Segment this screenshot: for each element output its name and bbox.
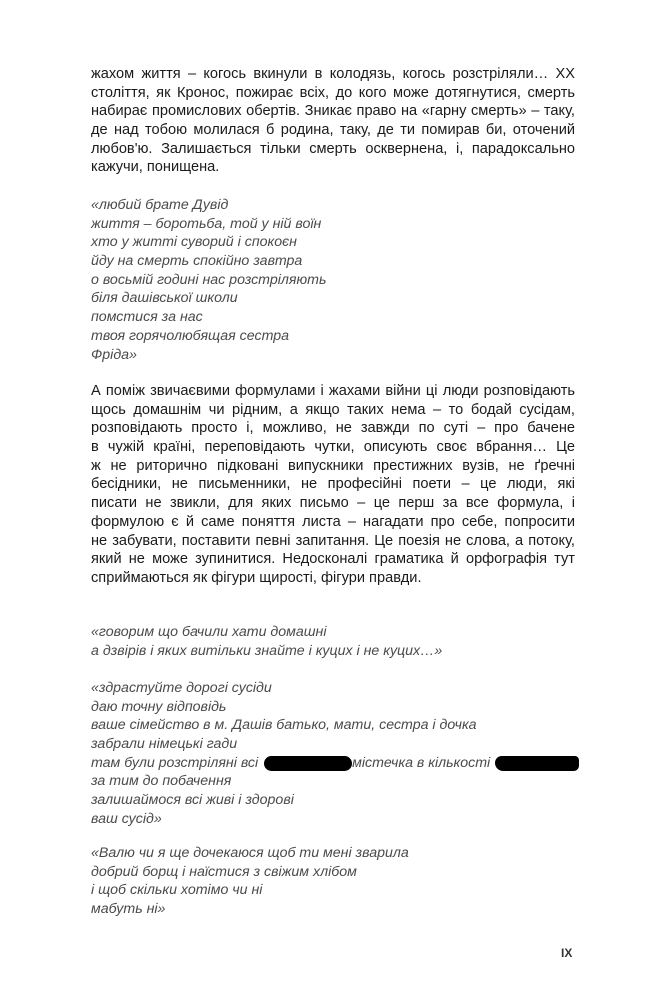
quote-line: даю точну відповідь [91,698,227,715]
quote-1 [91,196,575,364]
text-line: розповідають просто і, можливо, не завжди по суті – про бачене [91,420,575,437]
quote-line: і щоб скільки хотімо чи ні [91,882,263,899]
text-line: який не може зупинитися. Недосконалі граматика й орфографія тут [91,551,575,568]
quote-line: о восьмій годині нас розстріляють [91,271,327,288]
text-line: де над тобою молилася б родина, таку, де ти помирав би, оточений [91,122,575,139]
redaction-mark [264,756,352,771]
quote-line: за тим до побачення [91,773,232,790]
paragraph-1 [91,65,575,177]
quote-fragment: там були розстріляні всі [91,754,259,771]
quote-line: ваше сімейство в м. Дашів батько, мати, сестра і дочка [91,717,477,734]
quote-4 [91,844,575,919]
quote-line: забрали німецькі гади [91,736,238,753]
text-line: жахом життя – когось вкинули в колодязь, когось розстріляли… XX [91,66,575,82]
paragraph-2 [91,382,575,588]
text-line: кажучи, понищена. [91,159,220,176]
text-line: А поміж звичаєвими формулами і жахами війни ці люди розповідають [91,383,575,399]
quote-line: йду на смерть спокійно завтра [91,253,303,270]
quote-line: добрий борщ і наїстися з свіжим хлібом [91,863,357,880]
page-number: IX [561,946,573,960]
quote-line: мабуть ні» [91,901,166,918]
text-line: писати не звикли, для яких письмо – це перш за все формула, і [91,495,575,512]
redaction-mark [495,756,579,771]
quote-line: Фріда» [91,346,137,363]
quote-line: «Валю чи я ще дочекаюся щоб ти мені зварила [91,845,409,861]
text-line: формулою є й саме поняття листа – нагадати про себе, попросити [91,513,575,530]
quote-line: біля дашівської школи [91,290,238,307]
text-line: щось домашнім чи рідним, а якщо таких нема – то бодай сусідам, [91,401,575,418]
quote-line: ваш сусід» [91,810,162,827]
quote-3 [91,679,575,829]
quote-line: помстися за нас [91,309,203,326]
text-line: бесідники, не письменники, не професійні поети – це люди, які [91,476,575,493]
quote-line-redacted [91,754,575,773]
text-line: не забувати, поставити певні запитання. Це поезія не слова, а потоку, [91,532,575,549]
text-line: ж не риторично підковані випускники престижних вузів, не ґречні [91,457,575,474]
quote-line: «говорим що бачили хати домашні [91,624,327,640]
quote-line: «здрастуйте дорогі сусіди [91,680,272,696]
text-line: століття, як Кронос, пожирає всіх, до кого може дотягнутися, смерть [91,84,575,101]
quote-line: твоя горячолюбящая сестра [91,327,290,344]
quote-line: залишаймося всі живі і здорові [91,792,294,809]
text-line: сприймаються як фігури щирості, фігури правди. [91,569,422,586]
quote-line: хто у житті суворий і спокоєн [91,234,297,251]
quote-fragment: містечка в кількості [352,754,491,771]
quote-2 [91,623,575,660]
text-line: в чужій країні, переповідають чутки, описують своє вбрання… Це [91,439,575,456]
quote-line: а дзвірів і яких витільки знайте і куцих і не куцих…» [91,642,443,659]
quote-line: життя – боротьба, той у ній воїн [91,215,322,232]
quote-line: «любий брате Дувід [91,197,229,213]
text-line: любов'ю. Залишається тільки смерть осквернена, і, парадоксально [91,140,575,157]
text-line: набирає промислових обертів. Зникає право на «гарну смерть» – таку, [91,103,575,120]
